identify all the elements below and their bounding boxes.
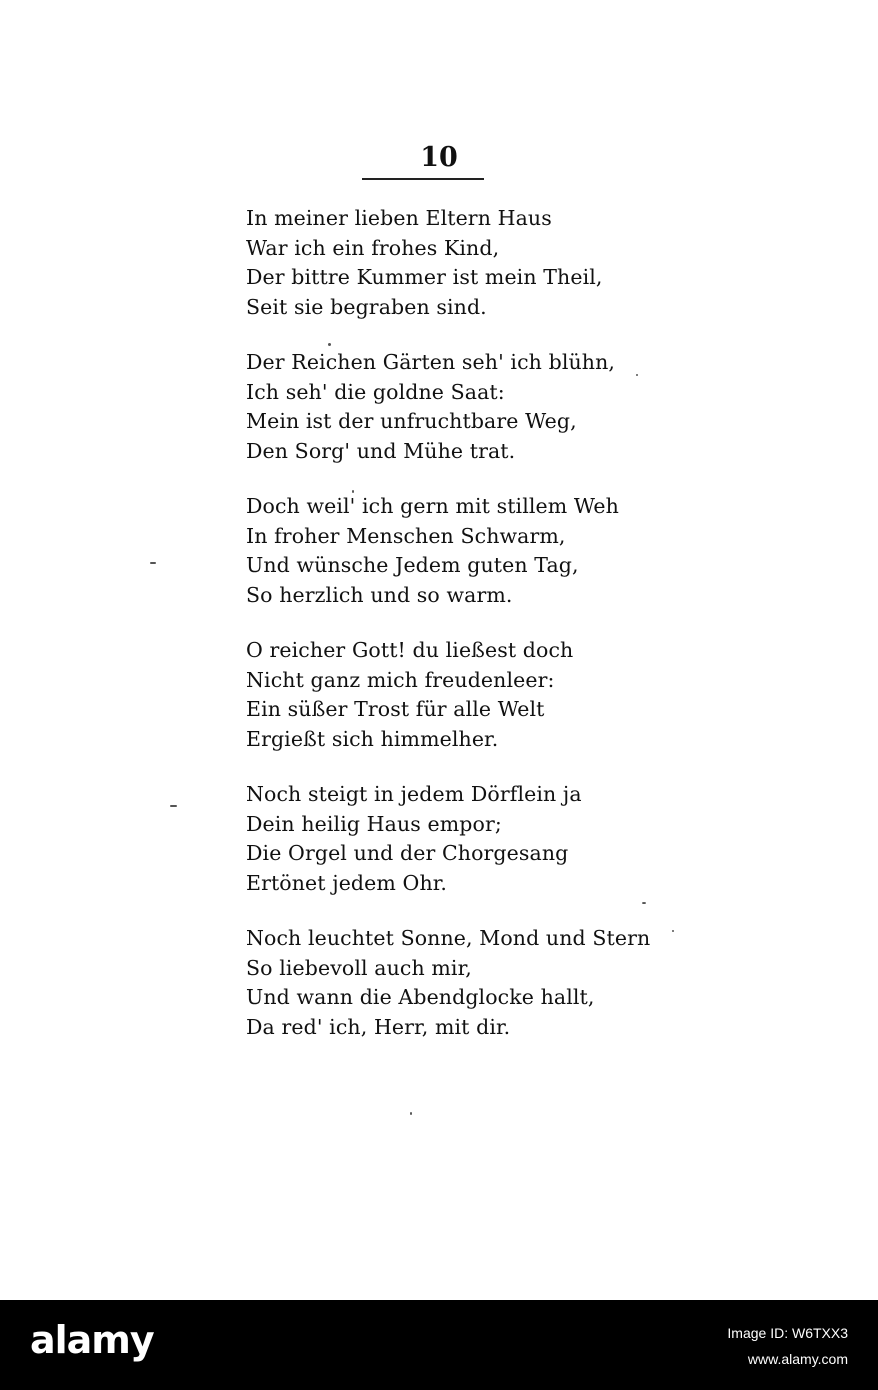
scan-speck [352, 490, 354, 493]
poem-line: Und wann die Abendglocke hallt, [246, 985, 595, 1009]
poem-line: Da red' ich, Herr, mit dir. [246, 1014, 511, 1039]
stanza-6 [246, 924, 666, 1042]
poem-line: In meiner lieben Eltern Haus [246, 206, 552, 230]
image-id: Image ID: W6TXX3 [727, 1325, 848, 1341]
scan-speck [328, 343, 331, 346]
poem-line: Ein süßer Trost für alle Welt [246, 697, 545, 721]
poem-line: Dein heilig Haus empor; [246, 811, 502, 836]
site-url: www.alamy.com [747, 1351, 848, 1367]
poem-line: Nicht ganz mich freudenleer: [246, 667, 555, 692]
stanza-4 [246, 636, 666, 754]
scan-speck [170, 805, 177, 807]
poem-line: Noch steigt in jedem Dörflein ja [246, 782, 582, 806]
scan-speck [410, 1112, 412, 1115]
poem-line: Ertönet jedem Ohr. [246, 870, 448, 895]
poem-line: Der Reichen Gärten seh' ich blühn, [246, 350, 615, 374]
header-rule [362, 178, 484, 180]
poem [246, 204, 666, 1068]
poem-line: In froher Menschen Schwarm, [246, 523, 566, 548]
scan-speck [672, 930, 674, 932]
poem-line: Die Orgel und der Chorgesang [246, 841, 569, 865]
poem-line: Der bittre Kummer ist mein Theil, [246, 265, 603, 289]
poem-line: Mein ist der unfruchtbare Weg, [246, 409, 577, 433]
watermark-bar [0, 1300, 878, 1390]
stanza-5 [246, 780, 666, 898]
stanza-3 [246, 492, 666, 610]
poem-line: War ich ein frohes Kind, [246, 235, 500, 260]
scan-speck [636, 374, 638, 376]
poem-line: Den Sorg' und Mühe trat. [246, 438, 516, 463]
poem-line: So herzlich und so warm. [246, 582, 513, 607]
poem-line: So liebevoll auch mir, [246, 955, 472, 980]
poem-line: Und wünsche Jedem guten Tag, [246, 553, 579, 577]
alamy-logo: alamy [30, 1318, 154, 1362]
poem-line: Ergießt sich himmelher. [246, 726, 499, 751]
page-number: 10 [420, 142, 458, 173]
scan-speck [150, 562, 156, 564]
poem-line: Seit sie begraben sind. [246, 294, 487, 319]
poem-line: O reicher Gott! du ließest doch [246, 638, 574, 662]
stanza-1 [246, 204, 666, 322]
stanza-2 [246, 348, 666, 466]
poem-line: Doch weil' ich gern mit stillem Weh [246, 494, 619, 518]
poem-line: Noch leuchtet Sonne, Mond und Stern [246, 926, 651, 950]
scan-speck [642, 902, 646, 904]
poem-line: Ich seh' die goldne Saat: [246, 379, 505, 404]
image-meta [727, 1320, 848, 1372]
